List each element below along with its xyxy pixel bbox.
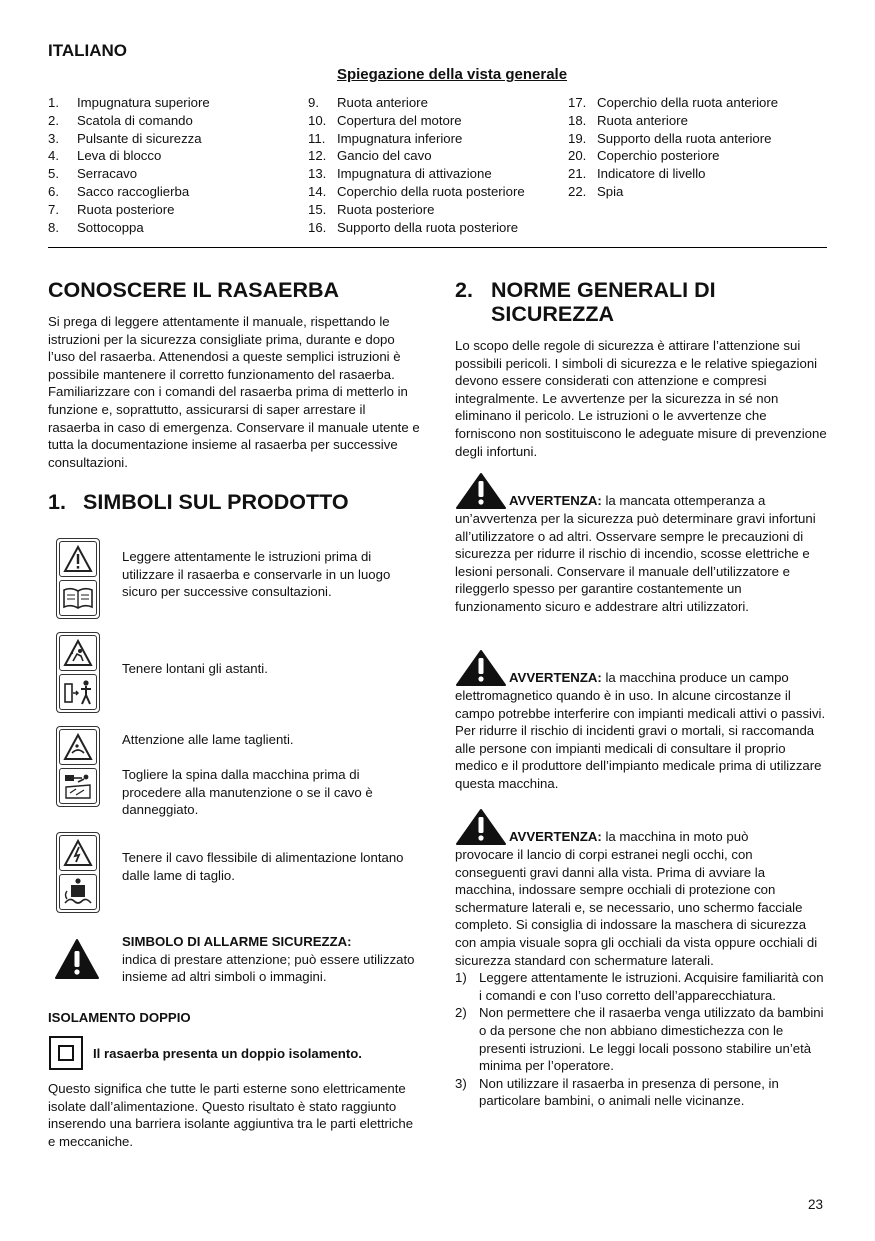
list-item: 1) Leggere attentamente le istruzioni. Acquisire familiarità con i comandi e con l’uso corretto dell’apparecchiatura. xyxy=(455,970,824,1003)
symbol-read-manual xyxy=(56,538,100,619)
warning-triangle-icon xyxy=(455,808,507,846)
thrown-object-warning-icon xyxy=(59,635,97,671)
warning-block-3: AVVERTENZA: la macchina in moto può provocare il lancio di corpi estranei negli occhi, con conseguenti gravi danni alla vista. Prima di avviare la macchina, indossare sempre occhiali di protezione con schermature laterali e, se necessario, uno schermo facciale completo. Si consiglia di indossare la maschera di sicurezza con ampia visuale sopra gli occhiali da vista oppure occhiali di sicurezza standard con schermature laterali. 1) Leggere attentamente le istruzioni. Acquisire familiarità con i comandi e con l’uso corretto dell’apparecchiatura. 2) Non permettere che il rasaerba venga utilizzato da bambini o da persone che non abbiano dimestichezza con le presenti istruzioni. Le leggi locali possono stabilire un’età minima per l’operatore. 3) Non utilizzare il rasaerba in presenza di persone, in particolare bambini, o animali nelle vicinanze. xyxy=(455,808,827,1110)
legend-item: 16. Supporto della ruota posteriore xyxy=(308,219,519,235)
right-column xyxy=(455,278,827,1109)
legend-item: 4. Leva di blocco xyxy=(48,148,162,164)
legend-item: 3. Pulsante di sicurezza xyxy=(48,130,202,146)
legend-list xyxy=(48,94,838,236)
page-number: 23 xyxy=(808,1197,824,1212)
list-item: 3) Non utilizzare il rasaerba in presenza di persone, in particolare bambini, o animali nelle vicinanze. xyxy=(455,1075,779,1109)
symbol-cable-away-text: Tenere il cavo flessibile di alimentazione lontano dalle lame di taglio. xyxy=(122,850,404,883)
warning-text: elettromagnetico quando è in uso. In alcune circostanze il campo potrebbe interferire con impianti medicali attivi o passivi. Per ridurre il rischio di incidenti gravi o mortali, si raccomanda alle persone con impianti medicali di consultare il proprio medico e il produttore dell’impianto medicale prima di utilizzare questa macchina. xyxy=(455,688,826,791)
legend-item: 15. Ruota posteriore xyxy=(308,201,435,217)
alarm-description xyxy=(122,933,422,986)
legend-title: Spiegazione della vista generale xyxy=(336,66,568,83)
language-heading: ITALIANO xyxy=(48,41,128,60)
legend-item: 18. Ruota anteriore xyxy=(568,112,688,128)
warning-triangle-icon xyxy=(455,649,507,687)
legend-item: 5. Serracavo xyxy=(48,166,138,182)
double-insulation-icon xyxy=(49,1036,83,1070)
legend-item: 7. Ruota posteriore xyxy=(48,201,175,217)
blade-warning-icon xyxy=(59,729,97,765)
double-insulation-text: Questo significa che tutte le parti esterne sono elettricamente isolate dall’alimentazione. Questo risultato è stato raggiunto inserendo una barriera isolante aggiuntiva tra le parti elettriche e meccaniche. xyxy=(48,1081,414,1149)
alarm-text: indica di prestare attenzione; può essere utilizzato insieme ad altri simboli o immagini. xyxy=(122,951,415,985)
intro-text: Si prega di leggere attentamente il manuale, rispettando le istruzioni per la sicurezza consigliate prima, durante e dopo l’uso del rasaerba. Attenendosi a queste semplici istruzioni è possibile mantenere il corretto funzionamento del rasaerba. Familiarizzare con i comandi del rasaerba prima di metterlo in funzione e, soprattutto, assicurarsi di saper arrestare il rasaerba in caso di emergenza. Conservare il manuale utente e tutta la documentazione insieme al rasaerba per successive consultazioni. xyxy=(48,314,420,470)
legend-item: 20. Coperchio posteriore xyxy=(568,148,720,164)
symbol-sharp-blades xyxy=(56,726,100,807)
legend-item: 8. Sottocoppa xyxy=(48,219,144,235)
safety-rules-list xyxy=(455,969,827,1110)
section-divider xyxy=(48,247,827,248)
legend-column-3 xyxy=(568,94,838,236)
legend-item: 2. Scatola di comando xyxy=(48,112,193,128)
legend-item: 22. Spia xyxy=(568,183,624,199)
double-insulation-label: Il rasaerba presenta un doppio isolamento. xyxy=(93,1046,362,1061)
legend-item: 1. Impugnatura superiore xyxy=(48,95,210,110)
warning-triangle-icon xyxy=(455,472,507,510)
double-insulation-title: ISOLAMENTO DOPPIO xyxy=(48,1010,191,1025)
list-item: 2) Non permettere che il rasaerba venga utilizzato da bambini o da persone che non abbiano dimestichezza con le presenti istruzioni. Le leggi locali possono stabilire un’età minima per l’operatore. xyxy=(455,1005,824,1074)
legend-item: 10. Copertura del motore xyxy=(308,112,462,128)
legend-item: 14. Coperchio della ruota posteriore xyxy=(308,183,525,199)
legend-item: 19. Supporto della ruota anteriore xyxy=(568,130,772,146)
electric-shock-warning-icon xyxy=(59,835,97,871)
warning-triangle-icon xyxy=(59,541,97,577)
symbol-unplug-text: Togliere la spina dalla macchina prima di procedere alla manutenzione o se il cavo è danneggiato. xyxy=(122,767,373,818)
warning-text: provocare il lancio di corpi estranei negli occhi, con conseguenti gravi danni alla vista. Prima di avviare la macchina, indossare sempre occhiali di protezione con schermature laterali e, se necessario, uno schermo facciale completo. Si consiglia di indossare la maschera di sicurezza con ampia visuale sopra gli occhiali da vista oppure occhiali di sicurezza standard con schermature laterali. xyxy=(455,847,818,968)
symbol-bystanders xyxy=(56,632,100,713)
safety-rules-title: 2. NORME GENERALI DI SICUREZZA xyxy=(455,278,716,326)
keep-away-person-icon xyxy=(59,674,97,710)
legend-item: 13. Impugnatura di attivazione xyxy=(308,166,492,182)
intro-title: CONOSCERE IL RASAERBA xyxy=(48,278,340,302)
symbol-sharp-blades-text: Attenzione alle lame taglienti. xyxy=(122,732,294,747)
symbol-cable-away xyxy=(56,832,100,913)
cable-blade-icon xyxy=(59,874,97,910)
legend-item: 17. Coperchio della ruota anteriore xyxy=(568,95,779,110)
legend-item: 12. Gancio del cavo xyxy=(308,148,432,164)
unplug-maintenance-icon xyxy=(59,768,97,804)
warning-block-2: AVVERTENZA: la macchina produce un campo elettromagnetico quando è in uso. In alcune circostanze il campo potrebbe interferire con impianti medicali attivi o passivi. Per ridurre il rischio di incidenti gravi o mortali, si raccomanda alle persone con impianti medicali di consultare il proprio medico e il produttore dell’impianto medicale prima di utilizzare questa macchina. xyxy=(455,649,827,793)
left-column xyxy=(48,278,420,1149)
safety-intro-text: Lo scopo delle regole di sicurezza è attirare l’attenzione sui possibili pericoli. I simboli di sicurezza e le relative spiegazioni devono essere considerati con attenzione e compresi integralmente. Le avvertenze per la sicurezza in sé non eliminano il pericolo. Le istruzioni o le avvertenze che forniscono non sostituiscono le adeguate misure di prevenzione degli infortuni. xyxy=(455,338,827,459)
legend-item: 11. Impugnatura inferiore xyxy=(308,130,463,146)
legend-item: 21. Indicatore di livello xyxy=(568,166,706,182)
legend-item: 9. Ruota anteriore xyxy=(308,95,428,110)
symbol-bystanders-text: Tenere lontani gli astanti. xyxy=(122,661,268,676)
legend-item: 6. Sacco raccoglierba xyxy=(48,183,190,199)
safety-alert-icon xyxy=(54,938,100,985)
manual-book-icon xyxy=(59,580,97,616)
symbols-title: 1. SIMBOLI SUL PRODOTTO xyxy=(48,490,349,514)
warning-block-1: AVVERTENZA: la mancata ottemperanza a un’avvertenza per la sicurezza può determinare gravi infortuni all’utilizzatore o ad altri. Osservare sempre le precauzioni di sicurezza per ridurre il rischio di incendio, scosse elettriche e lesioni personali. Conservare il manuale dell’utilizzatore e rileggerlo spesso per garantire costantemente un funzionamento sicuro e addestrare altri utilizzatori. xyxy=(455,472,827,616)
legend-column-1 xyxy=(48,94,308,236)
warning-text: un’avvertenza per la sicurezza può determinare gravi infortuni all’utilizzatore o ad altri. Osservare sempre le precauzioni di sicurezza per ridurre il rischio di incendio, scosse elettriche e lesioni personali. Conservare il manuale dell’utilizzatore e rileggerlo spesso per garantire costantemente un funzionamento sicuro e addestrare altri utilizzatori. xyxy=(455,511,816,614)
alarm-title: SIMBOLO DI ALLARME SICUREZZA: xyxy=(122,934,352,949)
legend-column-2 xyxy=(308,94,568,236)
symbol-read-manual-text: Leggere attentamente le istruzioni prima di utilizzare il rasaerba e conservarle in un luogo sicuro per successive consultazioni. xyxy=(122,549,391,600)
